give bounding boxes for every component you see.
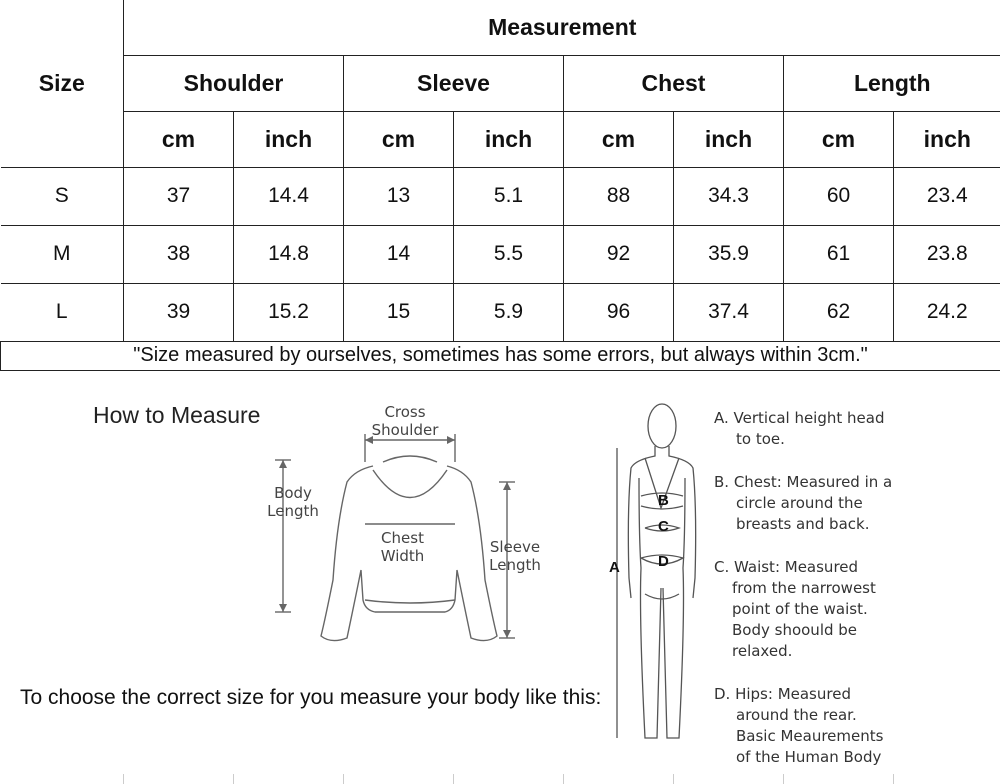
value-cell: 14.8: [234, 225, 344, 283]
value-cell: 62: [784, 283, 894, 341]
value-cell: 34.3: [674, 167, 784, 225]
size-cell: S: [1, 167, 124, 225]
how-to-measure-title: How to Measure: [93, 402, 261, 428]
table-row: [1, 225, 1000, 283]
body-letter-c: C: [658, 518, 669, 535]
value-cell: 37: [124, 167, 234, 225]
size-cell: M: [1, 225, 124, 283]
unit-header: inch: [894, 111, 1000, 167]
value-cell: 5.1: [454, 167, 564, 225]
body-length-label: Body Length: [267, 484, 319, 520]
chest-width-label: Chest Width: [380, 529, 425, 565]
unit-header: cm: [124, 111, 234, 167]
sleeve-length-label: Sleeve Length: [489, 538, 541, 574]
group-header-chest: Chest: [564, 55, 784, 111]
size-header: Size: [1, 0, 124, 167]
group-header-sleeve: Sleeve: [344, 55, 564, 111]
unit-header: cm: [344, 111, 454, 167]
unit-header: inch: [454, 111, 564, 167]
instruction-c: C. Waist: Measured from the narrowest point of the waist. Body shoould be relaxed.: [714, 558, 876, 660]
value-cell: 88: [564, 167, 674, 225]
value-cell: 39: [124, 283, 234, 341]
cross-shoulder-label: Cross Shoulder: [371, 403, 439, 439]
value-cell: 96: [564, 283, 674, 341]
body-letter-d: D: [658, 553, 669, 570]
value-cell: 23.4: [894, 167, 1000, 225]
value-cell: 35.9: [674, 225, 784, 283]
choose-size-instruction: To choose the correct size for you measure your body like this:: [20, 686, 602, 709]
instruction-b: B. Chest: Measured in a circle around the breasts and back.: [714, 473, 893, 533]
value-cell: 61: [784, 225, 894, 283]
value-cell: 23.8: [894, 225, 1000, 283]
unit-header: cm: [784, 111, 894, 167]
value-cell: 13: [344, 167, 454, 225]
instruction-d: D. Hips: Measured around the rear. Basic Meaurements of the Human Body: [714, 685, 884, 766]
instruction-a: A. Vertical height head to toe.: [714, 409, 885, 448]
table-row: [1, 167, 1000, 225]
unit-header: cm: [564, 111, 674, 167]
body-figure-diagram: [605, 398, 715, 754]
body-letter-b: B: [658, 492, 669, 509]
size-note: "Size measured by ourselves, sometimes has some errors, but always within 3cm.": [1, 341, 1000, 370]
value-cell: 38: [124, 225, 234, 283]
unit-header: inch: [674, 111, 784, 167]
value-cell: 60: [784, 167, 894, 225]
value-cell: 5.9: [454, 283, 564, 341]
value-cell: 15.2: [234, 283, 344, 341]
value-cell: 92: [564, 225, 674, 283]
group-header-length: Length: [784, 55, 1000, 111]
value-cell: 24.2: [894, 283, 1000, 341]
value-cell: 15: [344, 283, 454, 341]
measurement-header: Measurement: [124, 0, 1000, 55]
body-letter-a: A: [609, 559, 620, 576]
size-cell: L: [1, 283, 124, 341]
size-chart-table: [0, 0, 1000, 371]
value-cell: 5.5: [454, 225, 564, 283]
value-cell: 14: [344, 225, 454, 283]
unit-header: inch: [234, 111, 344, 167]
bottom-gridline-ticks: [0, 774, 1000, 784]
value-cell: 14.4: [234, 167, 344, 225]
table-row: [1, 283, 1000, 341]
value-cell: 37.4: [674, 283, 784, 341]
group-header-shoulder: Shoulder: [124, 55, 344, 111]
